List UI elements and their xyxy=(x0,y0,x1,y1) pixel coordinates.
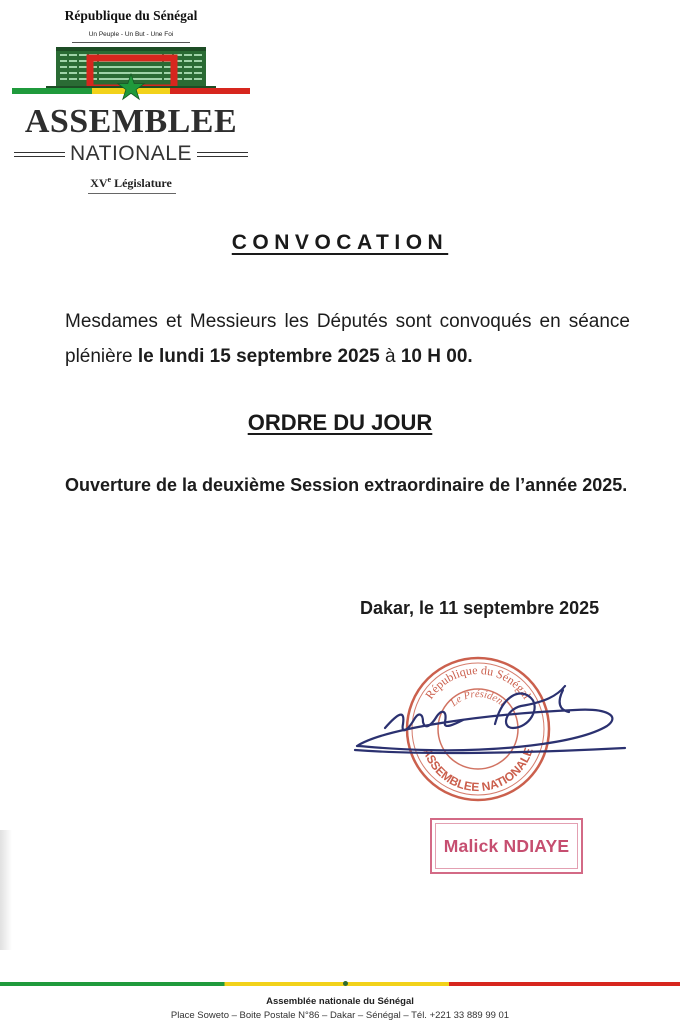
para1-start: Mesdames et Messieurs les Députés sont convoqués en séance plénière xyxy=(65,311,630,367)
stamp-inner-border xyxy=(435,823,578,869)
footer-institution: Assemblée nationale du Sénégal xyxy=(266,996,414,1007)
place-and-date: Dakar, le 11 septembre 2025 xyxy=(360,598,600,618)
meeting-date: le lundi 15 septembre 2025 xyxy=(137,346,380,367)
agenda-title xyxy=(0,410,680,436)
handwritten-signature xyxy=(345,666,630,776)
legislature-divider xyxy=(88,193,176,194)
document-title xyxy=(0,231,680,255)
legislature-ordinal: e xyxy=(107,175,112,184)
seal-top-text: République du Sénégal xyxy=(422,662,534,702)
signatory-name: Malick NDIAYE xyxy=(443,835,570,856)
para1-mid: à xyxy=(379,346,401,367)
footer-tricolor-rule xyxy=(0,982,680,986)
meeting-time: 10 H 00. xyxy=(400,346,473,367)
document-title-text: CONVOCATION xyxy=(231,231,449,254)
right-double-rule xyxy=(197,152,248,157)
motto-divider xyxy=(72,42,190,43)
signatory-name-stamp xyxy=(430,818,583,874)
institution-name: ASSEMBLEE xyxy=(24,103,238,140)
seal-center-text: Le Président xyxy=(448,688,508,709)
agenda-title-text: ORDRE DU JOUR xyxy=(247,410,433,435)
parliament-building-logo xyxy=(12,44,250,102)
institution-subtitle-row xyxy=(14,140,248,168)
scan-edge-shadow xyxy=(0,830,12,950)
legislature-word: Législature xyxy=(111,176,172,190)
national-motto: Un Peuple - Un But - Une Foi xyxy=(88,31,174,38)
footer-star-dot xyxy=(343,981,348,986)
seal-bottom-text: ASSEMBLEE NATIONALE xyxy=(420,745,536,795)
left-double-rule xyxy=(14,152,65,157)
footer-address: Place Soweto – Boite Postale N°86 – Dakar – Sénégal – Tél. +221 33 889 99 01 xyxy=(170,1010,510,1021)
legislature-number: XV xyxy=(90,176,108,190)
legislature-label xyxy=(0,175,262,191)
republic-heading: République du Sénégal xyxy=(64,8,198,23)
institution-subtitle: NATIONALE xyxy=(70,142,192,165)
convocation-paragraph xyxy=(65,304,630,374)
agenda-item: Ouverture de la deuxième Session extraordinaire de l’année 2025. xyxy=(65,475,628,495)
